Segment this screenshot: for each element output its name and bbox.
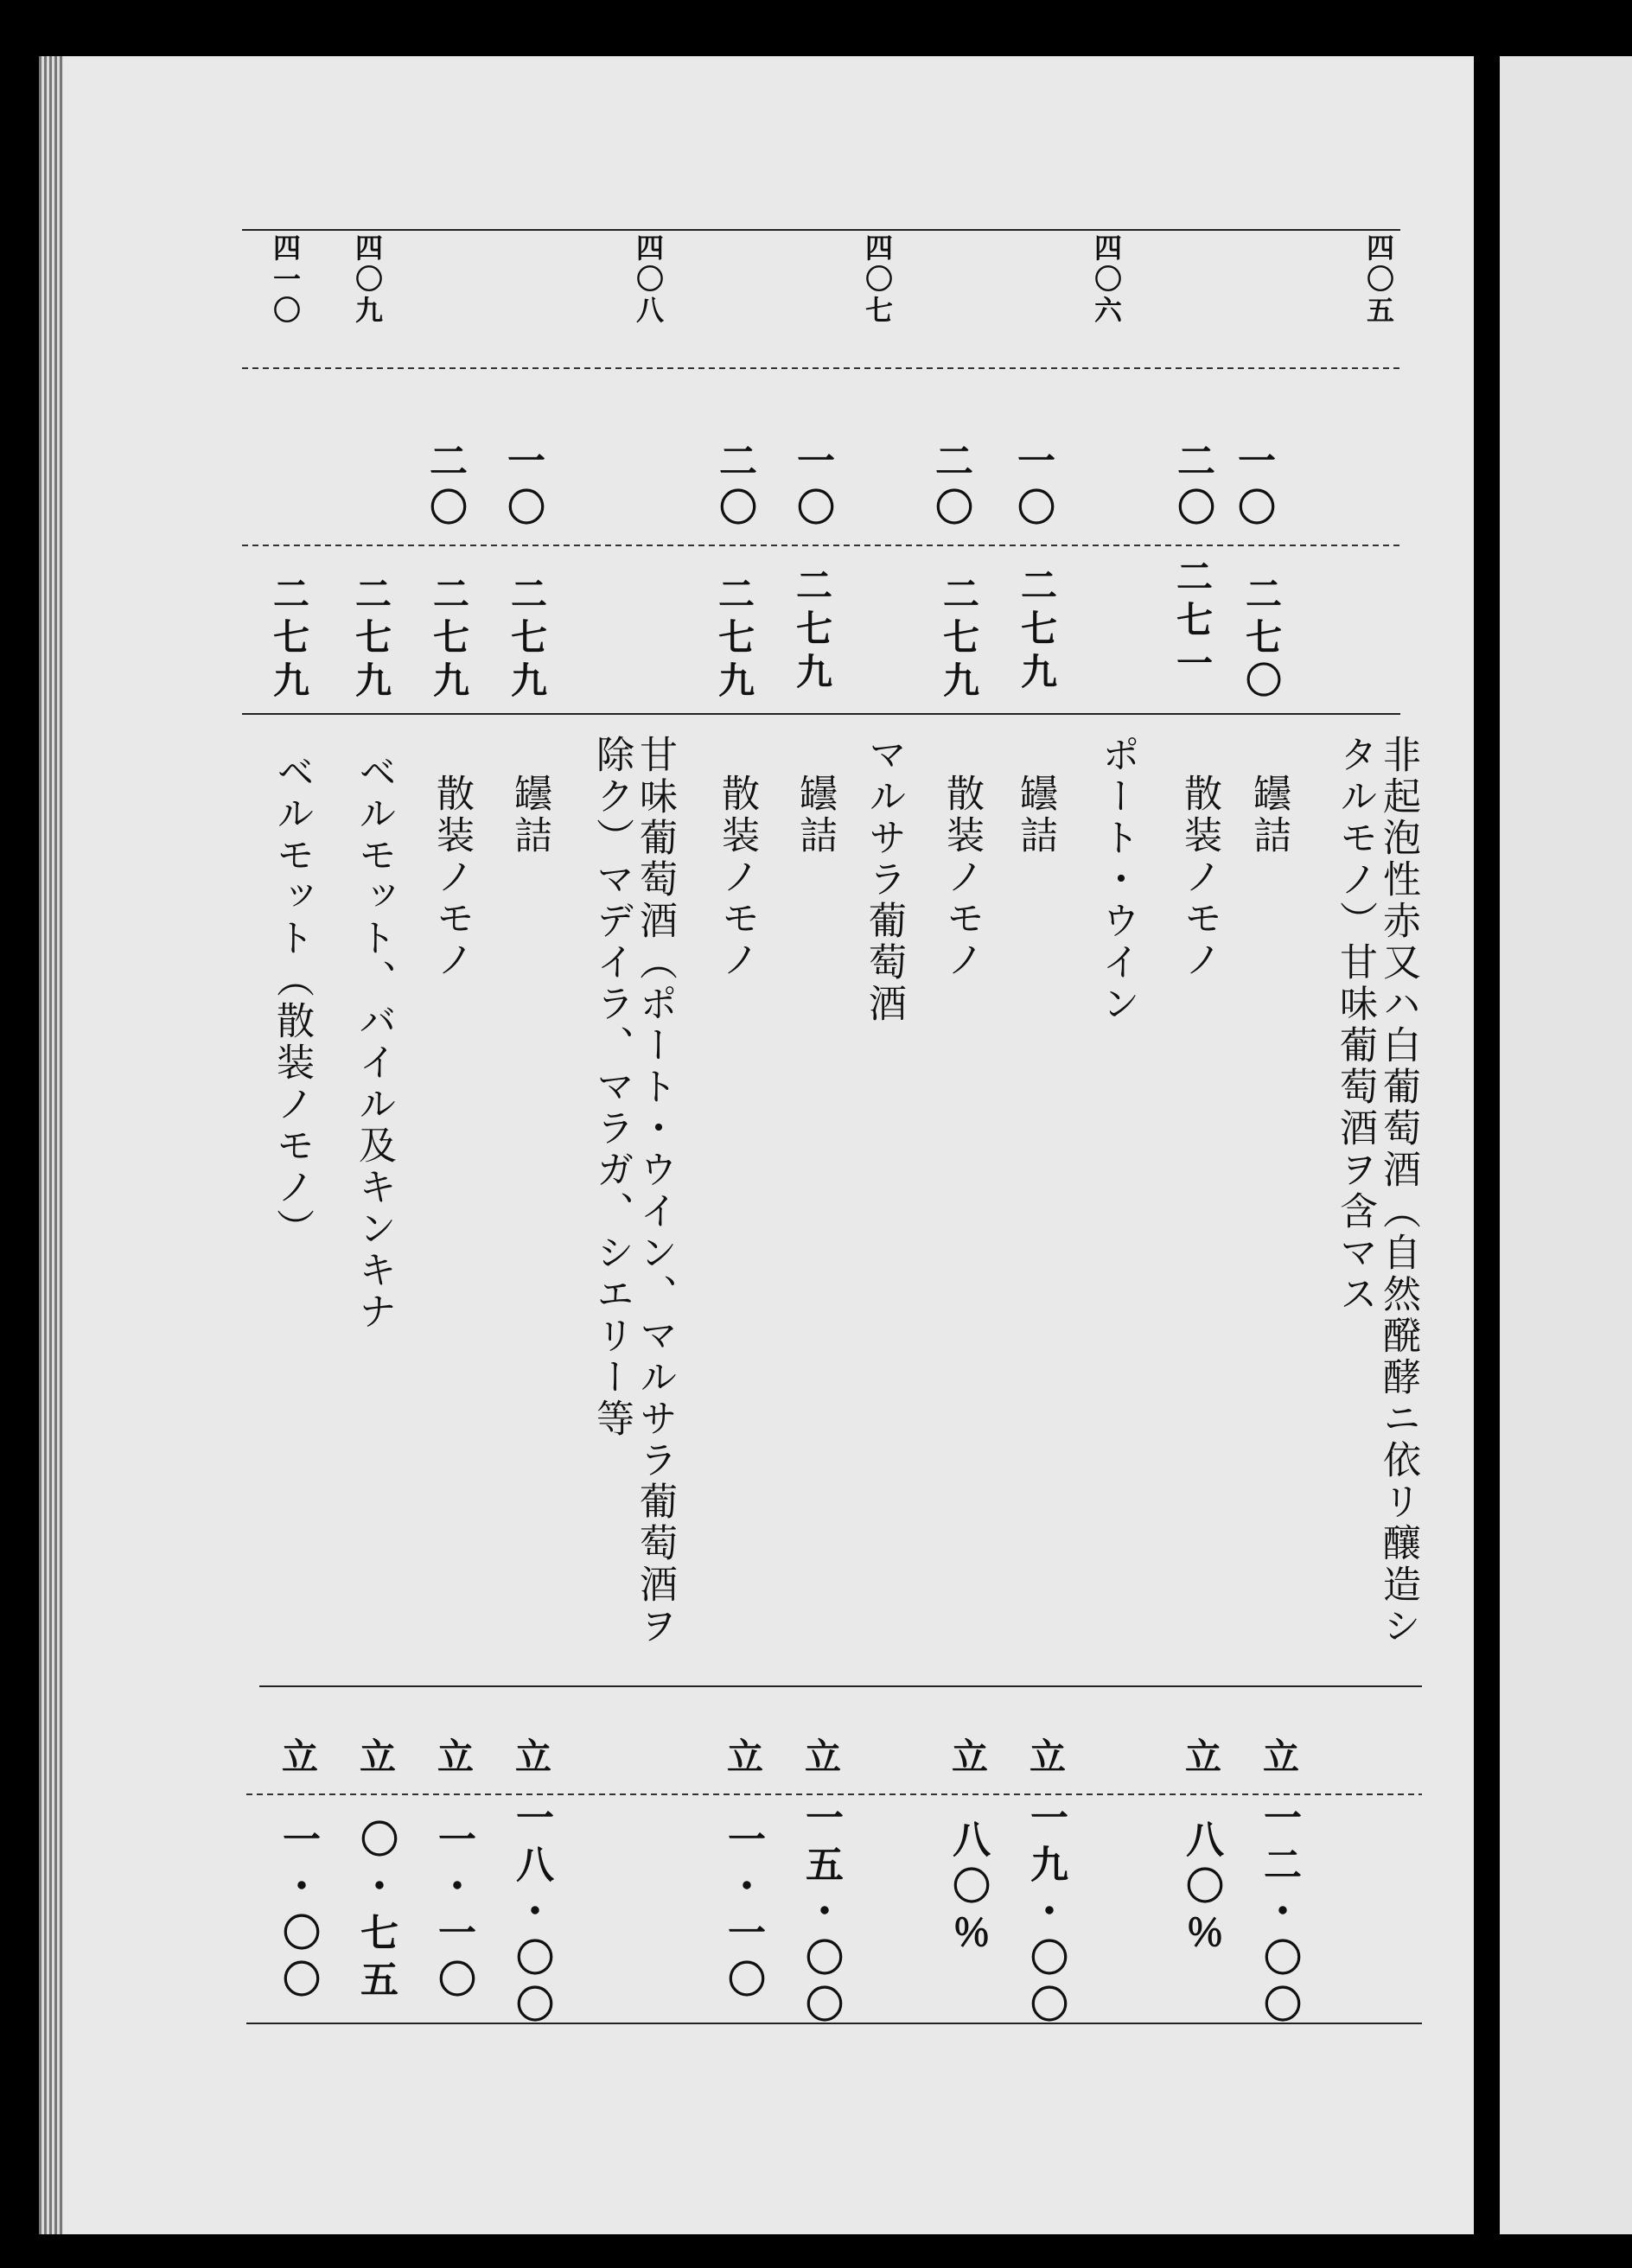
rule-top bbox=[242, 229, 1400, 231]
rate-value: 一九・〇〇 bbox=[1023, 1798, 1068, 2031]
desc-line: 罎詰 bbox=[1013, 774, 1057, 857]
rule-codes bbox=[242, 367, 1400, 369]
rate-value: 一二・〇〇 bbox=[1257, 1798, 1301, 2031]
rate-value: 〇・七五 bbox=[354, 1819, 398, 2006]
desc-line: 非起泡性赤又ハ白葡萄酒（自然醗酵ニ依リ釀造シ bbox=[1376, 735, 1420, 1647]
unit-label: 立 bbox=[1180, 1737, 1222, 1774]
desc-line: 罎詰 bbox=[1246, 774, 1291, 857]
ref-item: 二七九 bbox=[1016, 566, 1058, 696]
desc-line: マルサラ葡萄酒 bbox=[862, 735, 906, 1025]
unit-label: 立 bbox=[722, 1737, 764, 1774]
desc-line: 除ク）マデイラ、マラガ、シエリー等 bbox=[590, 735, 634, 1440]
desc-line: 散装ノモノ bbox=[430, 774, 474, 981]
sub-item: 一〇 bbox=[500, 441, 545, 534]
rule-refs bbox=[242, 713, 1400, 715]
unit-label: 立 bbox=[800, 1737, 842, 1774]
desc-line: 罎詰 bbox=[793, 774, 837, 857]
ref-item: 二七九 bbox=[428, 575, 470, 704]
ref-item: 二七九 bbox=[713, 575, 755, 704]
code-408: 四〇八 bbox=[632, 233, 665, 327]
sub-item: 二〇 bbox=[1170, 441, 1214, 534]
desc-line: 甘味葡萄酒（ポート・ウイン、マルサラ葡萄酒ヲ bbox=[633, 735, 677, 1647]
rate-value: 八〇％ bbox=[1179, 1819, 1223, 1959]
code-410: 四一〇 bbox=[269, 233, 302, 327]
rate-value: 一・一〇 bbox=[721, 1819, 765, 2006]
unit-label: 立 bbox=[1024, 1737, 1067, 1774]
code-409: 四〇九 bbox=[351, 233, 384, 327]
ref-item: 二七九 bbox=[350, 575, 392, 704]
ref-item: 二七一 bbox=[1171, 557, 1214, 687]
rate-value: 一八・〇〇 bbox=[509, 1798, 553, 2031]
desc-line: 罎詰 bbox=[507, 774, 551, 857]
ref-item: 二七九 bbox=[268, 575, 310, 704]
adjacent-page-edge bbox=[1500, 56, 1632, 2234]
desc-line: 散装ノモノ bbox=[940, 774, 984, 981]
desc-line: 散装ノモノ bbox=[715, 774, 759, 981]
unit-label: 立 bbox=[277, 1737, 319, 1774]
sub-item: 一〇 bbox=[1231, 441, 1275, 534]
unit-label: 立 bbox=[432, 1737, 475, 1774]
unit-label: 立 bbox=[510, 1737, 552, 1774]
desc-line: ベルモット、バイル及キンキナ bbox=[352, 752, 396, 1333]
rate-value: 一・一〇 bbox=[431, 1819, 475, 2006]
sub-item: 一〇 bbox=[1010, 441, 1055, 534]
desc-line: タルモノ）甘味葡萄酒ヲ含マス bbox=[1333, 735, 1377, 1316]
sub-item: 一〇 bbox=[790, 441, 834, 534]
ref-item: 二七〇 bbox=[1240, 575, 1283, 704]
rule-units bbox=[246, 1793, 1422, 1795]
code-406: 四〇六 bbox=[1090, 233, 1123, 327]
code-407: 四〇七 bbox=[861, 233, 894, 327]
ref-item: 二七九 bbox=[506, 575, 548, 704]
code-405: 四〇五 bbox=[1362, 233, 1395, 327]
desc-line: 散装ノモノ bbox=[1177, 774, 1221, 981]
sub-item: 二〇 bbox=[928, 441, 972, 534]
rule-subs bbox=[242, 545, 1400, 546]
sub-item: 二〇 bbox=[423, 441, 467, 534]
desc-line: ポート・ウイン bbox=[1095, 735, 1139, 1025]
unit-label: 立 bbox=[354, 1737, 397, 1774]
ref-item: 二七九 bbox=[791, 566, 833, 696]
desc-line: ベルモット（散装ノモノ） bbox=[270, 752, 314, 1250]
unit-label: 立 bbox=[1258, 1737, 1300, 1774]
sub-item: 二〇 bbox=[712, 441, 756, 534]
rate-value: 八〇％ bbox=[946, 1819, 990, 1959]
book-spine bbox=[39, 56, 63, 2234]
rate-value: 一・〇〇 bbox=[276, 1819, 320, 2006]
ref-item: 二七九 bbox=[938, 575, 980, 704]
rate-value: 一五・〇〇 bbox=[799, 1798, 843, 2031]
unit-label: 立 bbox=[947, 1737, 989, 1774]
rule-desc bbox=[259, 1685, 1422, 1687]
